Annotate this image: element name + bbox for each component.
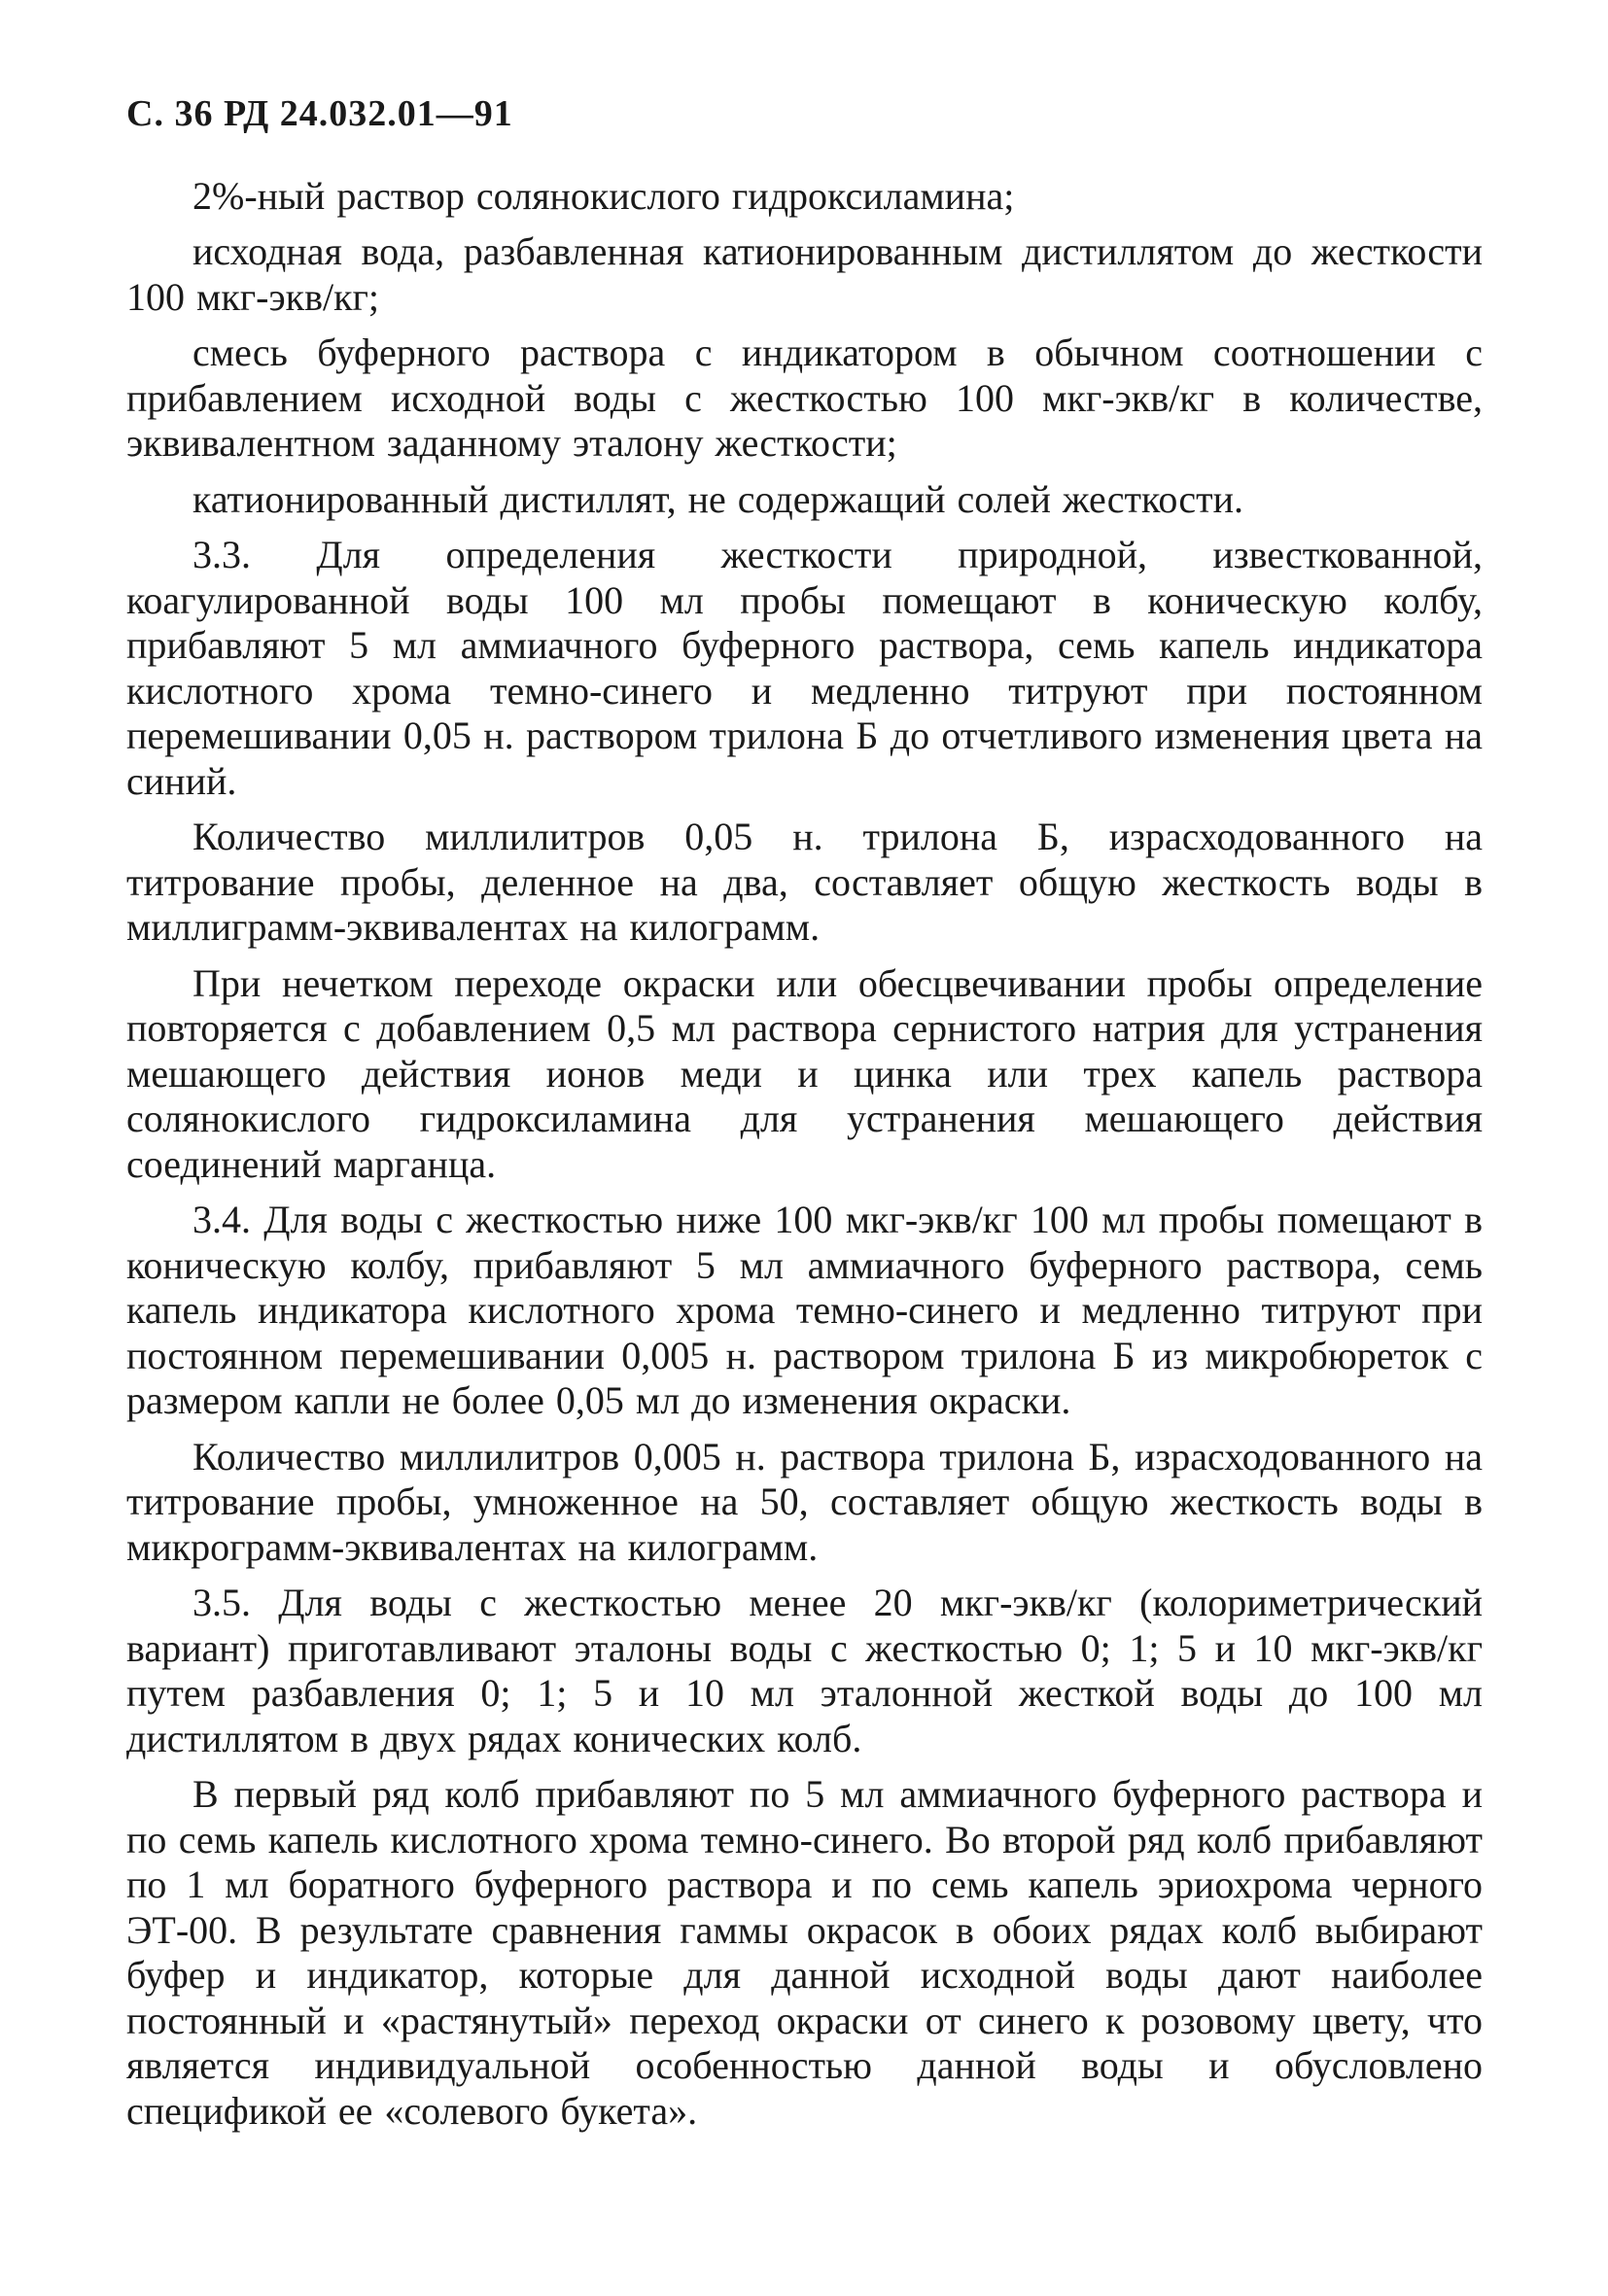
list-item-diluted-source-water: исходная вода, разбавленная катионированным дистиллятом до жесткости 100 мкг-экв/кг;	[126, 229, 1483, 319]
list-item-buffer-indicator-mixture: смесь буферного раствора с индикатором в обычном соотношении с прибавлением исходной воды с жесткостью 100 мкг-экв/кг в количестве, эквивалентном заданному эталону жесткости;	[126, 330, 1483, 466]
section-3-4-paragraph: 3.4. Для воды с жесткостью ниже 100 мкг-экв/кг 100 мл пробы помещают в коническую колбу, прибавляют 5 мл аммиачного буферного раствора, семь капель индикатора кислотного хрома темно-синего и медленно титруют при постоянном перемешивании 0,005 н. раствором трилона Б из микробюреток с размером капли не более 0,05 мл до изменения окраски.	[126, 1198, 1483, 1423]
page-header: С. 36 РД 24.032.01—91	[126, 93, 513, 134]
list-item-hydroxylamine-solution: 2%-ный раствор солянокислого гидроксиламина;	[192, 173, 1015, 218]
document-page	[126, 92, 1483, 2144]
flask-rows-paragraph: В первый ряд колб прибавляют по 5 мл аммиачного буферного раствора и по семь капель кислотного хрома темно-синего. Во второй ряд колб прибавляют по 1 мл боратного буферного раствора и по семь капель эриохрома черного ЭТ-00. В результате сравнения гаммы окрасок в обоих рядах колб выбирают буфер и индикатор, которые для данной исходной воды дают наиболее постоянный и «растянутый» переход окраски от синего к розовому цвету, что является индивидуальной особенностью данной воды и обусловлено спецификой ее «солевого букета».	[126, 1772, 1483, 2133]
section-3-3-paragraph: 3.3. Для определения жесткости природной, известкованной, коагулированной воды 100 мл пробы помещают в коническую колбу, прибавляют 5 мл аммиачного буферного раствора, семь капель индикатора кислотного хрома темно-синего и медленно титруют при постоянном перемешивании 0,05 н. раствором трилона Б до отчетливого изменения цвета на синий.	[126, 533, 1483, 803]
unclear-transition-paragraph: При нечетком переходе окраски или обесцвечивании пробы определение повторяется с добавлением 0,5 мл раствора сернистого натрия для устранения мешающего действия ионов меди и цинка или трех капель раствора солянокислого гидроксиламина для устранения мешающего действия соединений марганца.	[126, 960, 1483, 1186]
micro-hardness-calculation-paragraph: Количество миллилитров 0,005 н. раствора трилона Б, израсходованного на титрование пробы, умноженное на 50, составляет общую жесткость воды в микрограмм-эквивалентах на килограмм.	[126, 1434, 1483, 1569]
section-3-5-paragraph: 3.5. Для воды с жесткостью менее 20 мкг-экв/кг (колориметрический вариант) приготавливают эталоны воды с жесткостью 0; 1; 5 и 10 мкг-экв/кг путем разбавления 0; 1; 5 и 10 мл эталонной жесткой воды до 100 мл дистиллятом в двух рядах конических колб.	[126, 1581, 1483, 1760]
hardness-calculation-paragraph: Количество миллилитров 0,05 н. трилона Б, израсходованного на титрование пробы, деленное на два, составляет общую жесткость воды в миллиграмм-эквивалентах на килограмм.	[126, 815, 1483, 950]
list-item-cationized-distillate: катионированный дистиллят, не содержащий солей жесткости.	[192, 476, 1243, 521]
